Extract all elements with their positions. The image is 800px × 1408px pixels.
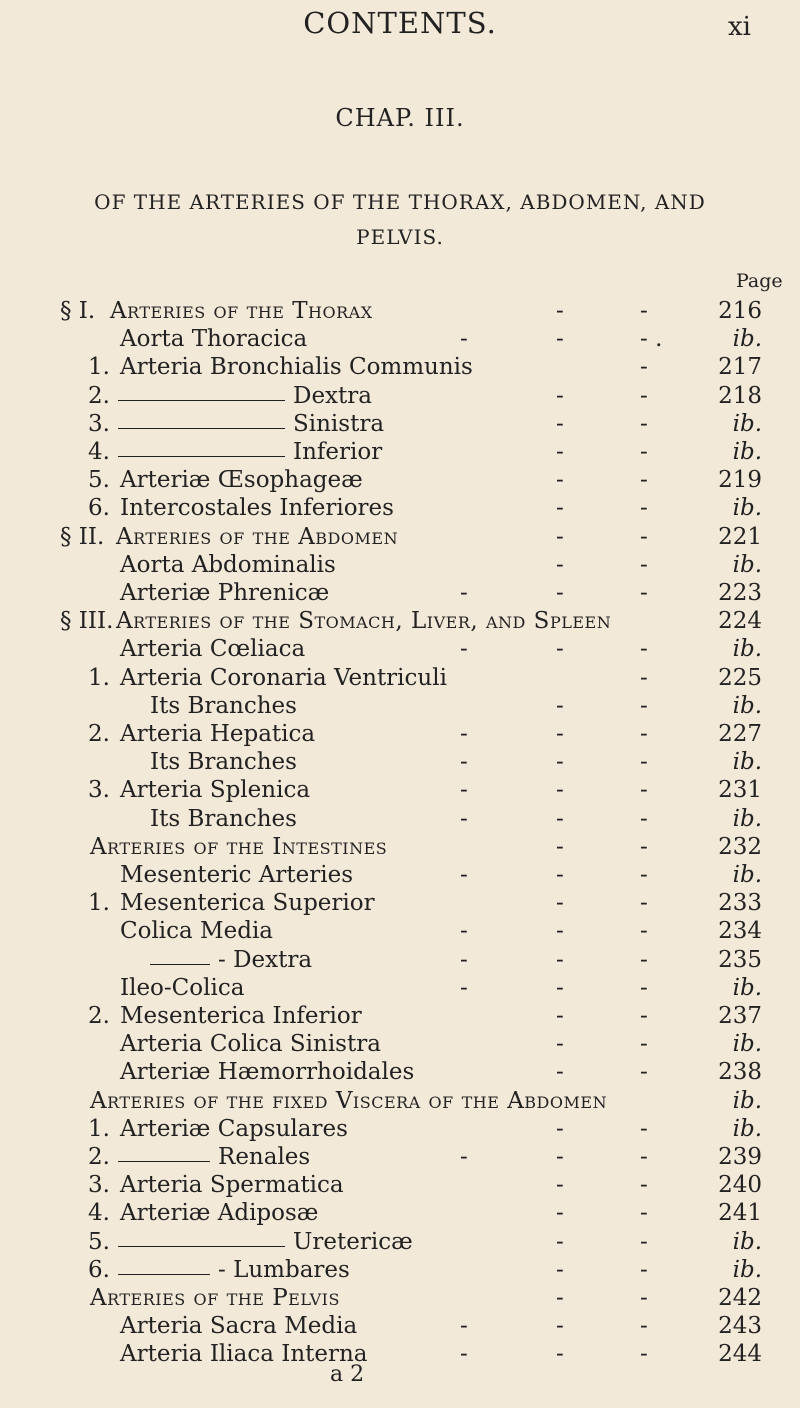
page-number: 242 [718,1285,762,1311]
page-number: ib. [732,636,762,663]
leader-dash: - [640,1313,648,1340]
item-number: 2. [88,721,110,747]
leader-dash: - [460,1313,468,1340]
page-folio: xi [728,12,751,42]
leader-dash: - [640,1059,648,1086]
leader-dash: - [640,580,648,606]
leader-dash: - [640,410,648,437]
leader-dash: - [640,833,648,860]
leader-dash: - [556,495,564,522]
page-number: ib. [732,1087,762,1114]
leader-dash: - [556,439,564,465]
entry-title: Intercostales Inferiores [120,495,394,522]
item-number: 1. [88,890,110,917]
leader-dash: - [460,636,468,663]
page-number: ib. [732,551,762,578]
item-number: 1. [88,1115,110,1142]
entry-title: Its Branches [150,692,297,719]
page-number: 221 [718,523,762,550]
page-number: ib. [732,495,762,522]
entry-title: Arteriæ Capsulares [120,1115,348,1142]
leader-dash: - . [640,326,663,353]
running-header-title: CONTENTS. [303,6,497,40]
page-number: ib. [732,1256,762,1283]
leader-dash: - [556,382,564,409]
entry-title: Dextra [293,382,372,409]
leader-dash: - [640,1115,648,1142]
leader-dash: - [640,382,648,409]
page-number: ib. [732,749,762,776]
ditto-rule [118,428,285,429]
entry-title: Arteries of the Abdomen [116,523,399,550]
item-number: 2. [88,382,110,409]
entry-title: Arteries of the Pelvis [90,1285,340,1311]
entry-title: Arteria Cœliaca [120,636,306,663]
leader-dash: - [640,354,648,381]
leader-dash: - [556,1115,564,1142]
leader-dash: - [556,890,564,917]
item-number: 3. [88,1172,110,1199]
leader-dash: - [640,918,648,945]
leader-dash: - [556,523,564,550]
page-column-label: Page [736,270,783,292]
leader-dash: - [640,1200,648,1227]
item-number: 3. [88,410,110,437]
leader-dash: - [460,946,468,973]
entry-title: Arteria Hepatica [120,721,316,747]
page-number: 232 [718,833,762,860]
leader-dash: - [556,467,564,494]
leader-dash: - [640,946,648,973]
leader-dash: - [640,1172,648,1199]
leader-dash: - [640,1341,648,1368]
page-number: 244 [718,1341,762,1368]
entry-title: - Lumbares [218,1256,350,1283]
list-item [0,1341,800,1375]
leader-dash: - [640,1228,648,1255]
entry-title: Inferior [293,439,383,465]
item-number: 1. [88,354,110,381]
entry-title: Arteries of the fixed Viscera of the Abdomen [90,1087,608,1114]
page-number: 216 [718,298,762,324]
ditto-rule [150,964,210,965]
leader-dash: - [556,1341,564,1368]
page-number: 234 [718,918,762,945]
leader-dash: - [556,805,564,832]
leader-dash: - [460,805,468,832]
item-number: 5. [88,467,110,494]
leader-dash: - [460,974,468,1001]
leader-dash: - [640,1285,648,1311]
leader-dash: - [556,636,564,663]
ditto-rule [118,1246,285,1247]
item-number: 4. [88,439,110,465]
leader-dash: - [640,1003,648,1029]
leader-dash: - [640,467,648,494]
entry-title: Arteriæ Phrenicæ [120,580,330,606]
page-number: ib. [732,410,762,437]
entry-title: Arteria Spermatica [120,1172,344,1199]
leader-dash: - [640,1256,648,1283]
page-number: ib. [732,439,762,465]
leader-dash: - [460,580,468,606]
entry-title: Uretericæ [293,1228,413,1255]
leader-dash: - [460,1341,468,1368]
leader-dash: - [556,1059,564,1086]
entry-title: Aorta Thoracica [120,326,308,353]
entry-title: Arteria Sacra Media [120,1313,358,1340]
leader-dash: - [640,551,648,578]
leader-dash: - [640,890,648,917]
leader-dash: - [640,439,648,465]
page-number: ib. [732,1031,762,1058]
leader-dash: - [556,1144,564,1170]
leader-dash: - [556,721,564,747]
page-number: 233 [718,890,762,917]
ditto-rule [118,456,285,457]
entry-title: Arteries of the Thorax [110,298,373,324]
entry-title: Its Branches [150,749,297,776]
item-number: 1. [88,664,110,691]
leader-dash: - [640,721,648,747]
page-number: 224 [718,608,762,635]
page-number: ib. [732,862,762,888]
leader-dash: - [460,777,468,804]
page-number: ib. [732,1228,762,1255]
page-number: 227 [718,721,762,747]
leader-dash: - [640,974,648,1001]
leader-dash: - [556,1313,564,1340]
entry-title: Mesenterica Superior [120,890,375,917]
entry-title: Colica Media [120,918,274,945]
item-number: 2. [88,1003,110,1029]
leader-dash: - [460,1144,468,1170]
leader-dash: - [460,721,468,747]
leader-dash: - [556,1285,564,1311]
section-number: § III. [60,608,114,635]
leader-dash: - [640,862,648,888]
leader-dash: - [556,1031,564,1058]
leader-dash: - [640,664,648,691]
leader-dash: - [556,298,564,324]
entry-title: Arteries of the Stomach, Liver, and Spleen [116,608,612,635]
page-number: 238 [718,1059,762,1086]
chapter-label: CHAP. III. [335,104,465,132]
leader-dash: - [460,326,468,353]
item-number: 5. [88,1228,110,1255]
page-number: 240 [718,1172,762,1199]
leader-dash: - [640,1031,648,1058]
entry-title: Arteriæ Hæmorrhoidales [120,1059,415,1086]
ditto-rule [118,1161,210,1162]
leader-dash: - [556,777,564,804]
leader-dash: - [556,862,564,888]
leader-dash: - [556,1003,564,1029]
leader-dash: - [640,636,648,663]
leader-dash: - [640,749,648,776]
page-number: 235 [718,946,762,973]
page-number: 243 [718,1313,762,1340]
page-number: ib. [732,974,762,1001]
item-number: 3. [88,777,110,804]
leader-dash: - [556,1228,564,1255]
item-number: 6. [88,495,110,522]
page-number: 237 [718,1003,762,1029]
leader-dash: - [640,777,648,804]
leader-dash: - [640,692,648,719]
entry-title: Arteria Splenica [120,777,311,804]
leader-dash: - [460,918,468,945]
leader-dash: - [556,580,564,606]
leader-dash: - [556,326,564,353]
entry-title: Arteria Colica Sinistra [120,1031,381,1058]
entry-title: Ileo-Colica [120,974,245,1001]
leader-dash: - [640,1144,648,1170]
ditto-rule [118,400,285,401]
leader-dash: - [640,523,648,550]
signature-mark: a 2 [330,1362,365,1387]
section-number: § I. [60,298,96,324]
entry-title: Renales [218,1144,311,1170]
page-number: 223 [718,580,762,606]
item-number: 4. [88,1200,110,1227]
page-number: ib. [732,1115,762,1142]
page-number: 217 [718,354,762,381]
page-number: ib. [732,326,762,353]
leader-dash: - [640,805,648,832]
leader-dash: - [556,918,564,945]
entry-title: Sinistra [293,410,385,437]
leader-dash: - [556,833,564,860]
leader-dash: - [640,298,648,324]
chapter-subtitle-line-2: PELVIS. [356,225,444,249]
page-number: 219 [718,467,762,494]
entry-title: Arteriæ Adiposæ [120,1200,319,1227]
entry-title: Mesenteric Arteries [120,862,354,888]
entry-title: Arteria Coronaria Ventriculi [120,664,447,691]
page-number: 225 [718,664,762,691]
ditto-rule [118,1274,210,1275]
leader-dash: - [556,692,564,719]
entry-title: Arteria Iliaca Interna [120,1341,368,1368]
page-number: 231 [718,777,762,804]
leader-dash: - [460,749,468,776]
page-number: ib. [732,692,762,719]
page-number: 218 [718,382,762,409]
leader-dash: - [460,862,468,888]
entry-title: Mesenterica Inferior [120,1003,362,1029]
leader-dash: - [556,410,564,437]
section-number: § II. [60,523,105,550]
item-number: 2. [88,1144,110,1170]
leader-dash: - [556,749,564,776]
entry-title: Aorta Abdominalis [120,551,336,578]
page-number: ib. [732,805,762,832]
leader-dash: - [556,946,564,973]
entry-title: Arteries of the Intestines [90,833,388,860]
leader-dash: - [556,1200,564,1227]
entry-title: Arteriæ Œsophageæ [120,467,363,494]
leader-dash: - [640,495,648,522]
leader-dash: - [556,974,564,1001]
leader-dash: - [556,551,564,578]
entry-title: Arteria Bronchialis Communis [120,354,473,381]
page-number: 239 [718,1144,762,1170]
chapter-subtitle-line-1: OF THE ARTERIES OF THE THORAX, ABDOMEN, AND [94,190,706,214]
leader-dash: - [556,1172,564,1199]
entry-title: - Dextra [218,946,313,973]
leader-dash: - [556,1256,564,1283]
page-number: 241 [718,1200,762,1227]
item-number: 6. [88,1256,110,1283]
entry-title: Its Branches [150,805,297,832]
